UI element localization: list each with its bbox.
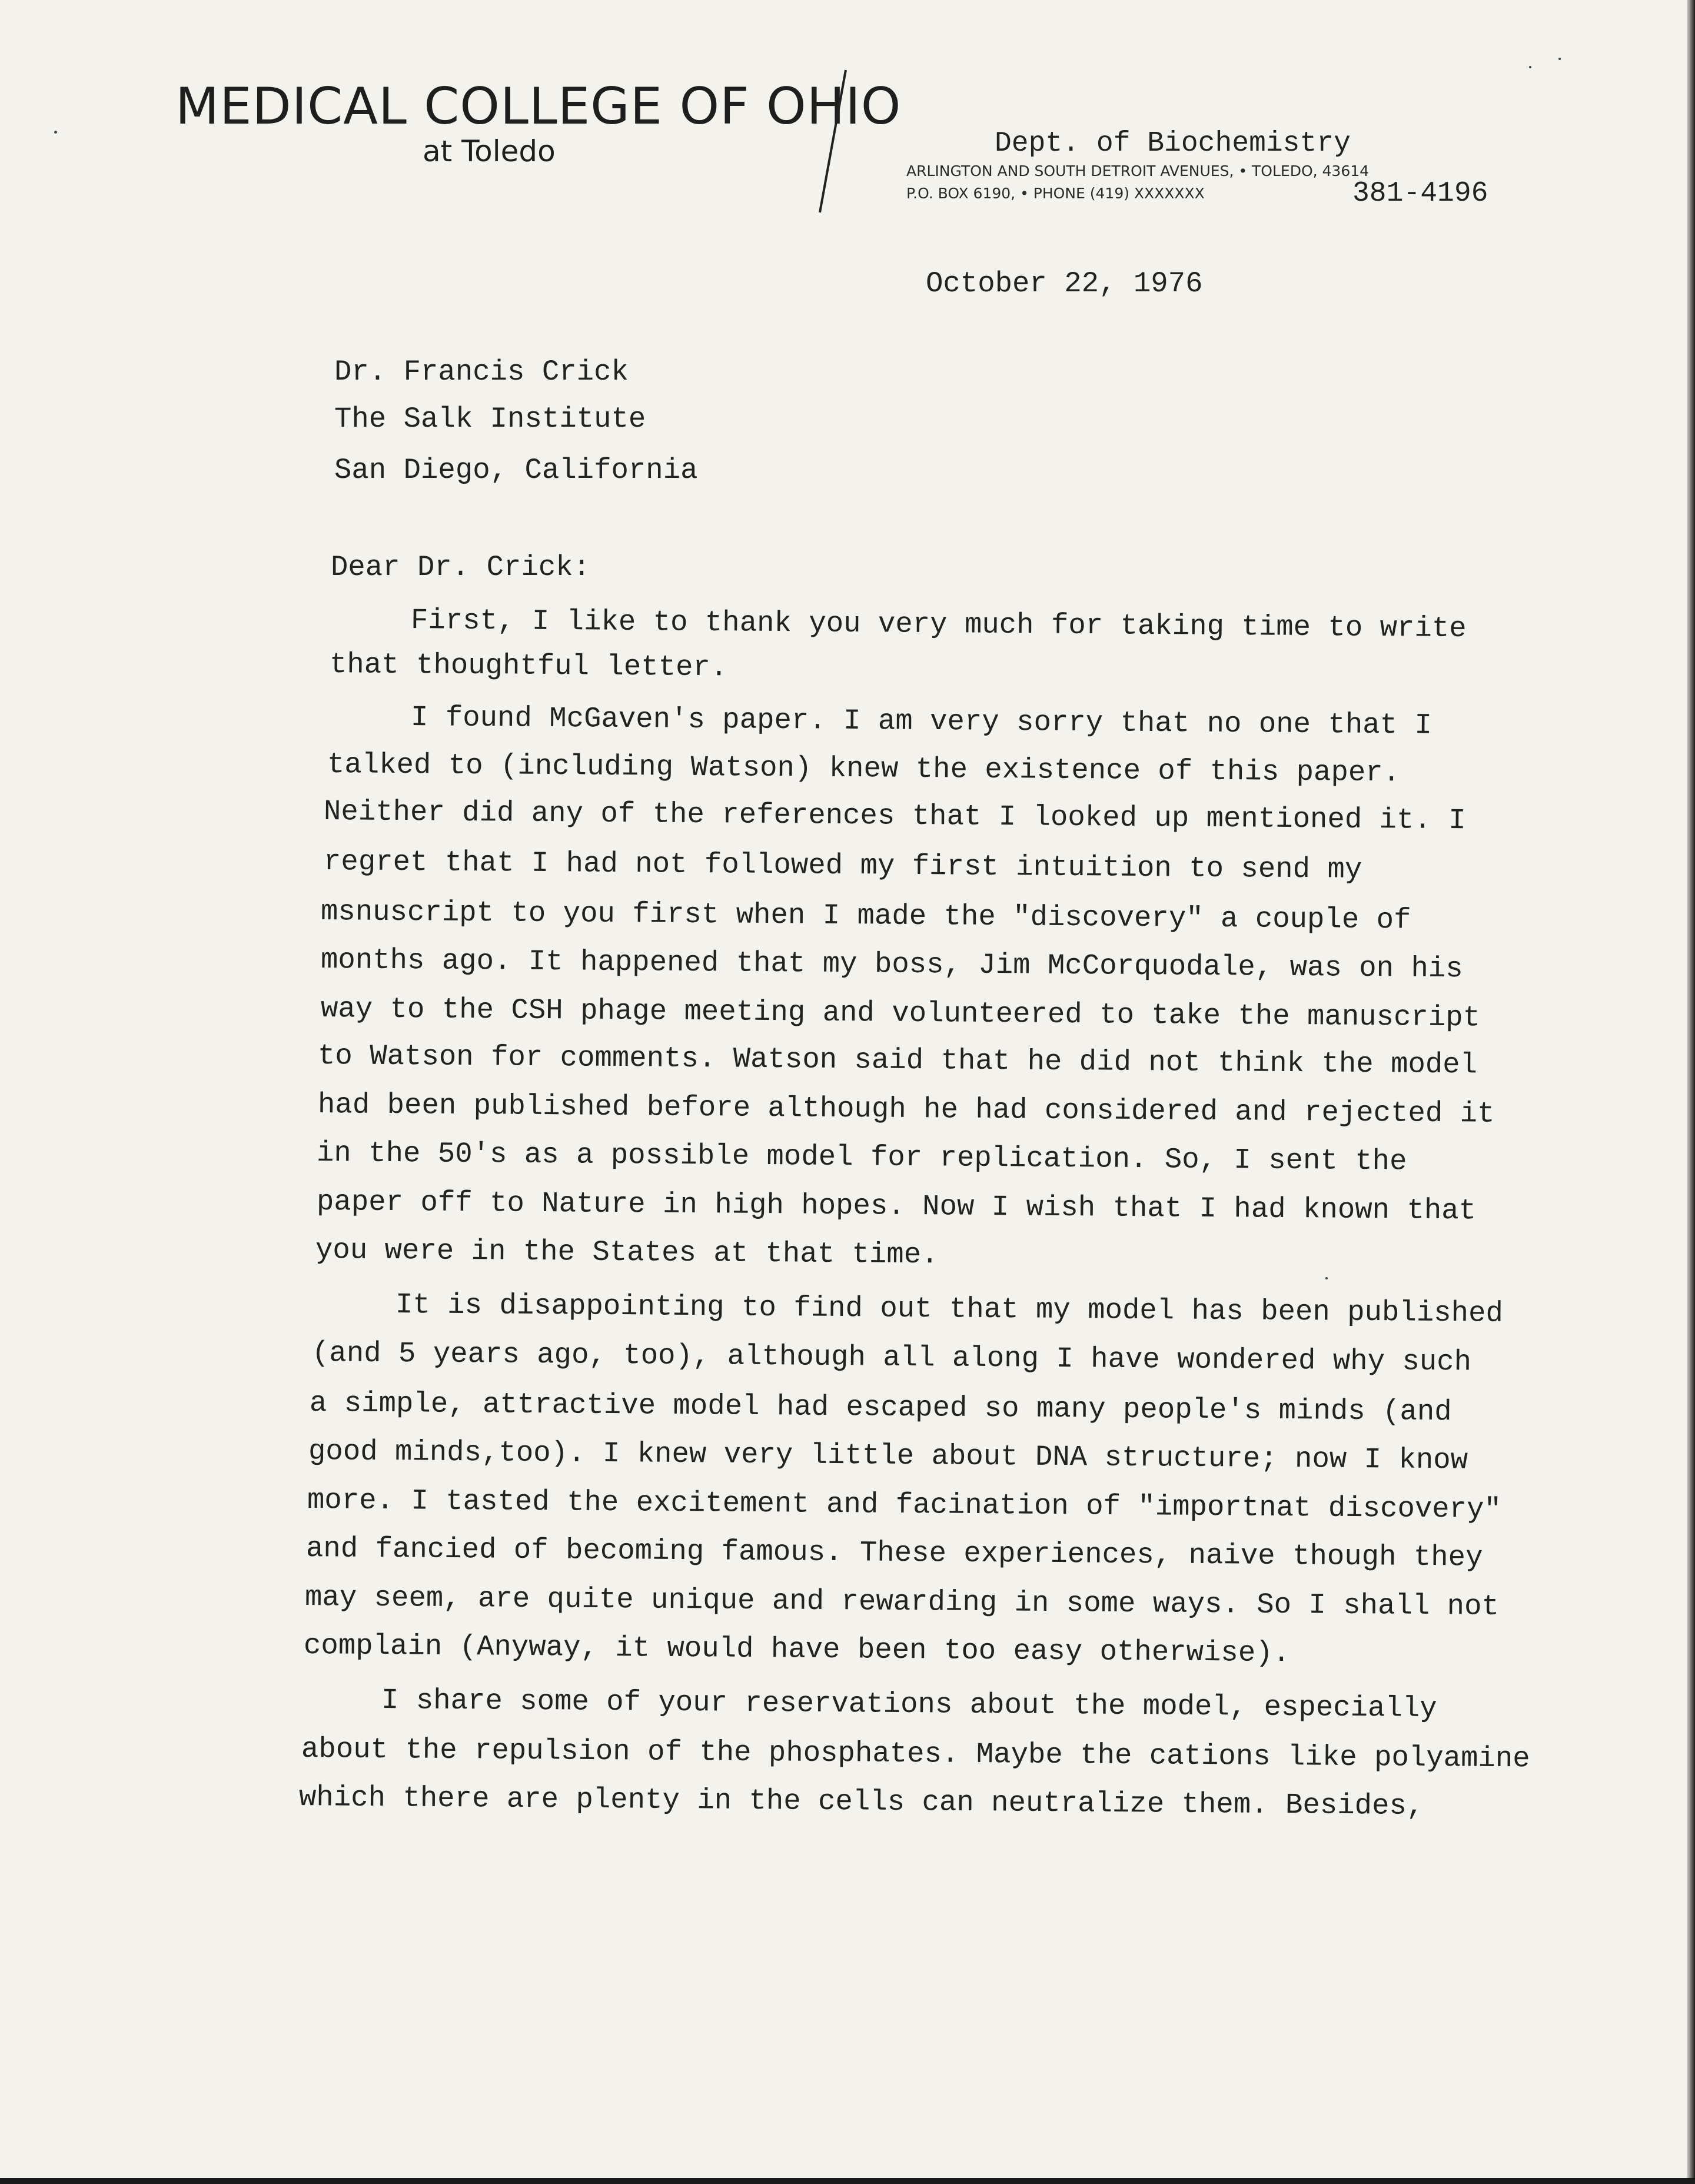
page-edge-bottom bbox=[0, 2178, 1695, 2184]
recipient-city: San Diego, California bbox=[334, 454, 698, 487]
body-line: way to the CSH phage meeting and volunteered to take the manuscript bbox=[320, 992, 1481, 1035]
body-line: in the 50's as a possible model for replication. So, I sent the bbox=[316, 1136, 1407, 1178]
address-line-1: ARLINGTON AND SOUTH DETROIT AVENUES, • TOLEDO, 43614 bbox=[906, 162, 1370, 179]
recipient-institution: The Salk Institute bbox=[334, 403, 646, 436]
body-line: to Watson for comments. Watson said that he did not think the model bbox=[317, 1039, 1478, 1082]
body-line: It is disappointing to find out that my model has been published bbox=[395, 1288, 1504, 1330]
body-line: that thoughtful letter. bbox=[329, 648, 728, 684]
college-location: at Toledo bbox=[423, 134, 556, 168]
body-line: Neither did any of the references that I looked up mentioned it. I bbox=[323, 795, 1466, 837]
body-line: (and 5 years ago, too), although all along I have wondered why such bbox=[311, 1337, 1472, 1379]
body-line: about the repulsion of the phosphates. Maybe the cations like polyamine bbox=[301, 1733, 1530, 1776]
paper-speck bbox=[54, 131, 57, 134]
body-line: complain (Anyway, it would have been too easy otherwise). bbox=[303, 1629, 1291, 1670]
body-line: months ago. It happened that my boss, Jim McCorquodale, was on his bbox=[320, 943, 1463, 986]
body-line: a simple, attractive model had escaped so many people's minds (and bbox=[309, 1387, 1452, 1429]
body-line: may seem, are quite unique and rewarding in some ways. So I shall not bbox=[304, 1581, 1500, 1623]
letter-date: October 22, 1976 bbox=[926, 267, 1203, 300]
body-line: had been published before although he had considered and rejected it bbox=[317, 1088, 1495, 1131]
body-line: talked to (including Watson) knew the existence of this paper. bbox=[327, 748, 1401, 790]
address-line-2: P.O. BOX 6190, • PHONE (419) XXXXXXX bbox=[906, 185, 1205, 202]
department-name: Dept. of Biochemistry bbox=[995, 128, 1351, 159]
letterhead-divider-slash bbox=[815, 68, 850, 215]
body-line: good minds,too). I knew very little about DNA structure; now I know bbox=[308, 1435, 1468, 1477]
salutation: Dear Dr. Crick: bbox=[331, 551, 591, 584]
paper-speck bbox=[1325, 1277, 1328, 1279]
body-line: and fancied of becoming famous. These experiences, naive though they bbox=[305, 1532, 1483, 1574]
body-line: I share some of your reservations about the model, especially bbox=[381, 1684, 1437, 1726]
body-line: you were in the States at that time. bbox=[315, 1234, 939, 1272]
paper-speck bbox=[1529, 66, 1531, 68]
body-line: paper off to Nature in high hopes. Now I wish that I had known that bbox=[316, 1185, 1477, 1228]
body-line: which there are plenty in the cells can neutralize them. Besides, bbox=[298, 1781, 1424, 1823]
paper-speck bbox=[1558, 58, 1561, 60]
body-line: regret that I had not followed my first intuition to send my bbox=[323, 845, 1362, 886]
body-line: I found McGaven's paper. I am very sorry that no one that I bbox=[410, 701, 1433, 742]
body-line: First, I like to thank you very much for taking time to write bbox=[410, 604, 1467, 646]
college-name: MEDICAL COLLEGE OF OHIO bbox=[175, 77, 902, 136]
body-line: msnuscript to you first when I made the "discovery" a couple of bbox=[320, 895, 1411, 937]
phone-number-typed: 381-4196 bbox=[1352, 178, 1488, 210]
recipient-name: Dr. Francis Crick bbox=[334, 355, 629, 388]
body-line: more. I tasted the excitement and facination of "importnat discovery" bbox=[307, 1484, 1502, 1526]
page-edge-right bbox=[1687, 0, 1695, 2184]
